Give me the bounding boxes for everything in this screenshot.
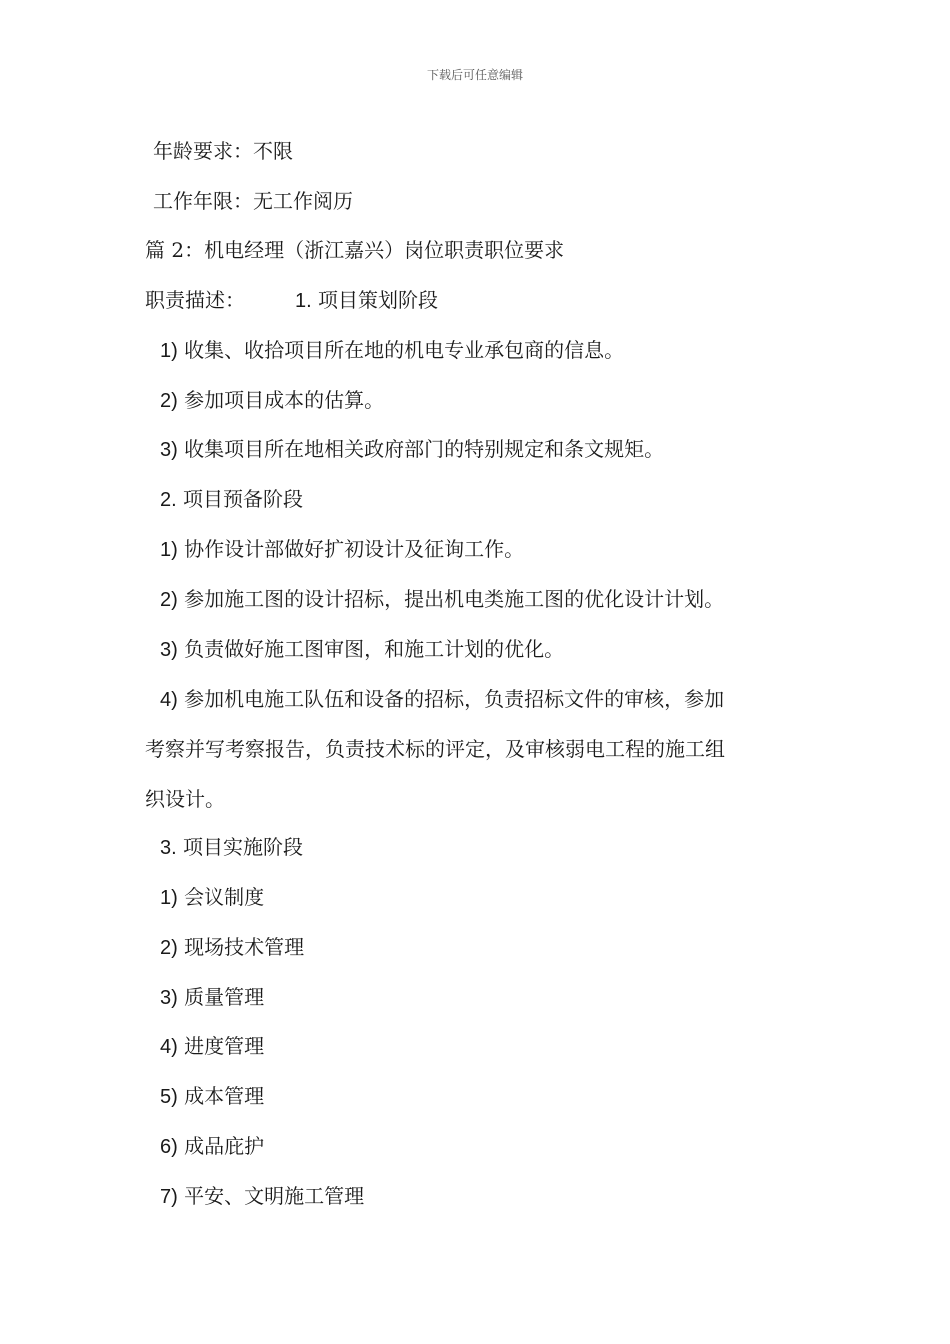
item-number: 1) — [160, 539, 178, 561]
work-years: 工作年限：无工作阅历 — [153, 189, 353, 213]
item-number: 3) — [160, 987, 178, 1009]
item-text: 负责做好施工图审图，和施工计划的优化。 — [184, 637, 565, 661]
list-item — [160, 984, 264, 1011]
list-item — [160, 536, 524, 563]
item-text: 平安、文明施工管理 — [184, 1184, 365, 1208]
page-header: 下载后可任意编辑 — [426, 68, 523, 82]
item-text: 协作设计部做好扩初设计及征询工作。 — [184, 537, 525, 561]
item-text: 收集项目所在地相关政府部门的特别规定和条文规矩。 — [184, 437, 665, 461]
duty-label: 职责描述： — [145, 288, 245, 312]
list-item-continuation: 织设计。 — [145, 787, 225, 811]
list-item — [160, 884, 264, 911]
phase2-number: 2. — [160, 489, 177, 511]
list-item — [160, 1133, 264, 1160]
item-number: 3) — [160, 639, 178, 661]
item-text: 现场技术管理 — [184, 935, 305, 959]
section-title: 篇 2：机电经理（浙江嘉兴）岗位职责职位要求 — [145, 238, 565, 262]
item-number: 3) — [160, 439, 178, 461]
phase2-heading — [160, 486, 303, 513]
phase1-title: 项目策划阶段 — [318, 288, 439, 312]
item-number: 7) — [160, 1186, 178, 1208]
list-item — [160, 686, 724, 713]
list-item — [160, 934, 304, 961]
list-item — [160, 387, 384, 414]
item-text: 参加项目成本的估算。 — [184, 388, 385, 412]
phase3-number: 3. — [160, 837, 177, 859]
item-text: 会议制度 — [184, 885, 265, 909]
item-text: 收集、收拾项目所在地的机电专业承包商的信息。 — [184, 338, 625, 362]
phase2-title: 项目预备阶段 — [183, 487, 304, 511]
item-number: 6) — [160, 1136, 178, 1158]
list-item — [160, 1033, 264, 1060]
phase3-title: 项目实施阶段 — [183, 835, 304, 859]
list-item — [160, 586, 724, 613]
list-item — [160, 1183, 364, 1210]
item-number: 5) — [160, 1086, 178, 1108]
item-text: 成本管理 — [184, 1084, 265, 1108]
item-text: 成品庇护 — [184, 1134, 265, 1158]
item-number: 4) — [160, 1036, 178, 1058]
item-number: 2) — [160, 589, 178, 611]
item-text: 参加机电施工队伍和设备的招标，负责招标文件的审核，参加 — [184, 687, 725, 711]
duty-description-line — [145, 287, 438, 314]
item-number: 4) — [160, 689, 178, 711]
item-text: 参加施工图的设计招标，提出机电类施工图的优化设计计划。 — [184, 587, 725, 611]
item-number: 2) — [160, 937, 178, 959]
item-number: 1) — [160, 887, 178, 909]
list-item-continuation: 考察并写考察报告，负责技术标的评定，及审核弱电工程的施工组 — [145, 737, 725, 761]
list-item — [160, 1083, 264, 1110]
list-item — [160, 337, 624, 364]
item-text: 质量管理 — [184, 985, 265, 1009]
list-item — [160, 436, 664, 463]
item-text: 进度管理 — [184, 1034, 265, 1058]
age-requirement: 年龄要求：不限 — [153, 139, 293, 163]
phase1-number: 1. — [295, 290, 312, 312]
list-item — [160, 636, 564, 663]
item-number: 1) — [160, 340, 178, 362]
phase3-heading — [160, 834, 303, 861]
item-number: 2) — [160, 390, 178, 412]
